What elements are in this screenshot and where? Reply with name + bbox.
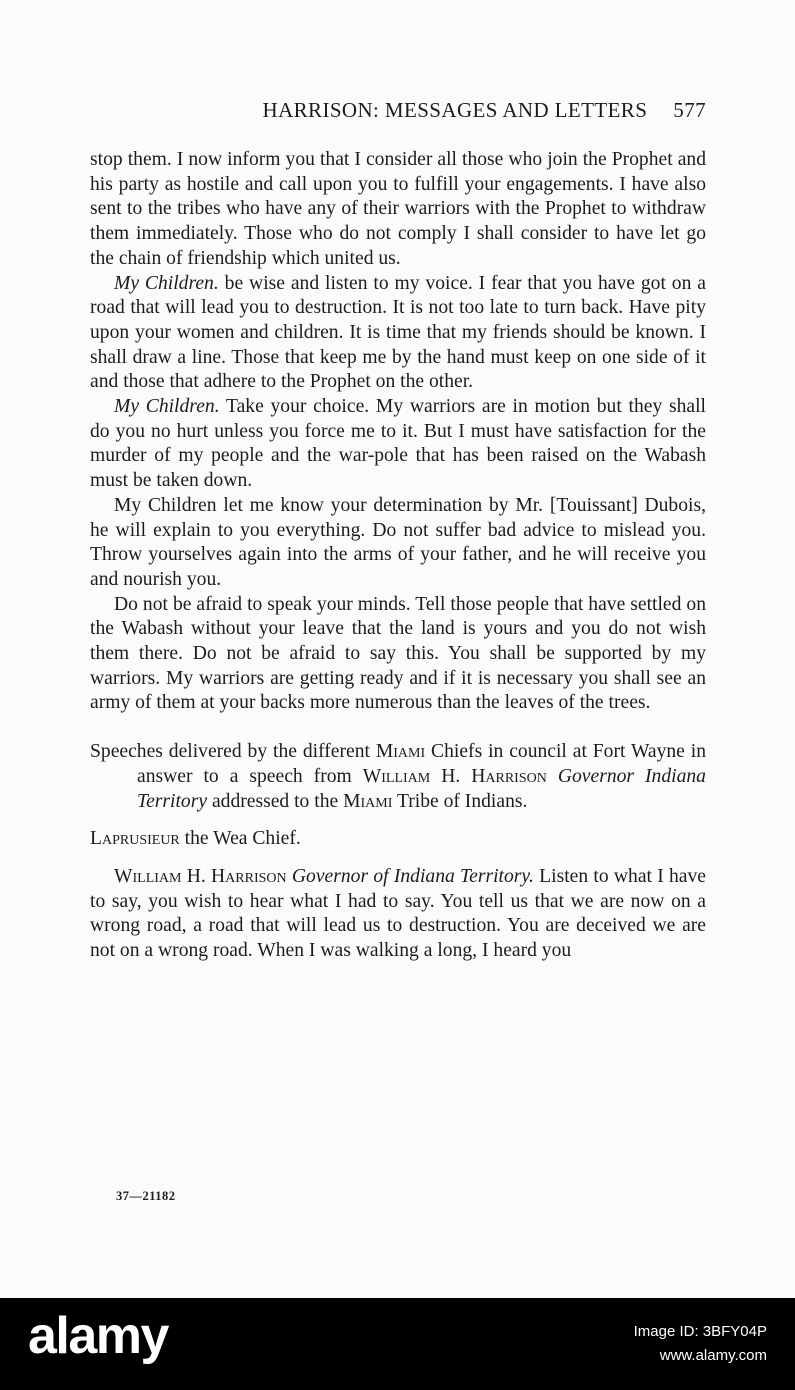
paragraph-lead: My Children. (114, 396, 220, 418)
stock-watermark-bar (0, 1298, 795, 1390)
running-head (90, 98, 706, 123)
paragraph-text: Take your choice. My warriors are in motion but they shall do you no hurt unless you force me to it. But I must have satisfaction for the murder of my people and the war-pole that has been raised on the Wabash must be taken down. (90, 396, 706, 492)
paragraph-text: be wise and listen to my voice. I fear that you have got on a road that will lead you to destruction. It is not too late to turn back. Have pity upon your women and children. It is time that my friends should be known. I shall draw a line. Those that keep me by the hand must keep on one side of it and those that adhere to the Prophet on the other. (90, 272, 706, 393)
notice-text: Chiefs in council at Fort Wayne in answer to a speech from (137, 741, 706, 787)
body-text (90, 148, 706, 964)
governor-title: Governor Indiana Territory (137, 765, 706, 812)
running-head-title: HARRISON: MESSAGES AND LETTERS (262, 98, 648, 122)
paragraph-be-wise (90, 272, 706, 396)
paragraph-address (90, 865, 706, 964)
stock-info (634, 1320, 767, 1368)
chief-name: Laprusieur (90, 828, 180, 850)
paragraph-text: Listen to what I have to say, you wish to hear what I had to say. You tell us that we are now on a wrong road, a road that will lead us to destruction. You are deceived we are not on a wrong road. When I was walking a long, I heard you (90, 865, 706, 962)
notice-text: Tribe of Indians. (392, 790, 528, 812)
chief-descriptor: the Wea Chief. (179, 828, 301, 850)
printer-signature: 37—21182 (116, 1189, 176, 1203)
paragraph-stop-them: stop them. I now inform you that I consider all those who join the Prophet and his party as hostile and call upon you to fulfill your engagements. I have also sent to the tribes who have any of their warriors with the Prophet to withdraw them immediately. Those who do not comply I shall consider to have let go the chain of friendship which united us. (90, 149, 706, 269)
tribe-name: Miami (343, 790, 393, 812)
chief-heading (90, 827, 706, 852)
notice-text: Speeches delivered by the different (90, 741, 376, 763)
page-number: 577 (673, 98, 706, 122)
stock-site: www.alamy.com (659, 1347, 767, 1364)
addressee-name: William H. Harrison (114, 865, 287, 887)
paragraph-lead: My Children. (114, 272, 219, 294)
governor-name: William H. Harrison (362, 765, 547, 787)
tribe-name: Miami (375, 741, 426, 763)
paragraph-speak-minds: Do not be afraid to speak your minds. Tell those people that have settled on the Wabash without your leave that the land is yours and you do not wish them there. Do not be afraid to say this. You shall be supported by my warriors. My warriors are getting ready and if it is necessary you shall see an army of them at your backs more numerous than the leaves of the trees. (90, 593, 706, 714)
addressee-title: Governor of Indiana Territory. (291, 865, 534, 887)
image-id: Image ID: 3BFY04P (633, 1323, 767, 1340)
paragraph-determination: My Children let me know your determination by Mr. [Touissant] Dubois, he will explain to you everything. Do not suffer bad advice to mislead you. Throw yourselves again into the arms of your father, and he will receive you and nourish you. (90, 494, 706, 590)
paragraph-take-choice (90, 395, 706, 494)
notice-text: addressed to the (207, 790, 344, 812)
alamy-logo: alamy (28, 1307, 168, 1365)
speeches-heading (90, 740, 706, 814)
